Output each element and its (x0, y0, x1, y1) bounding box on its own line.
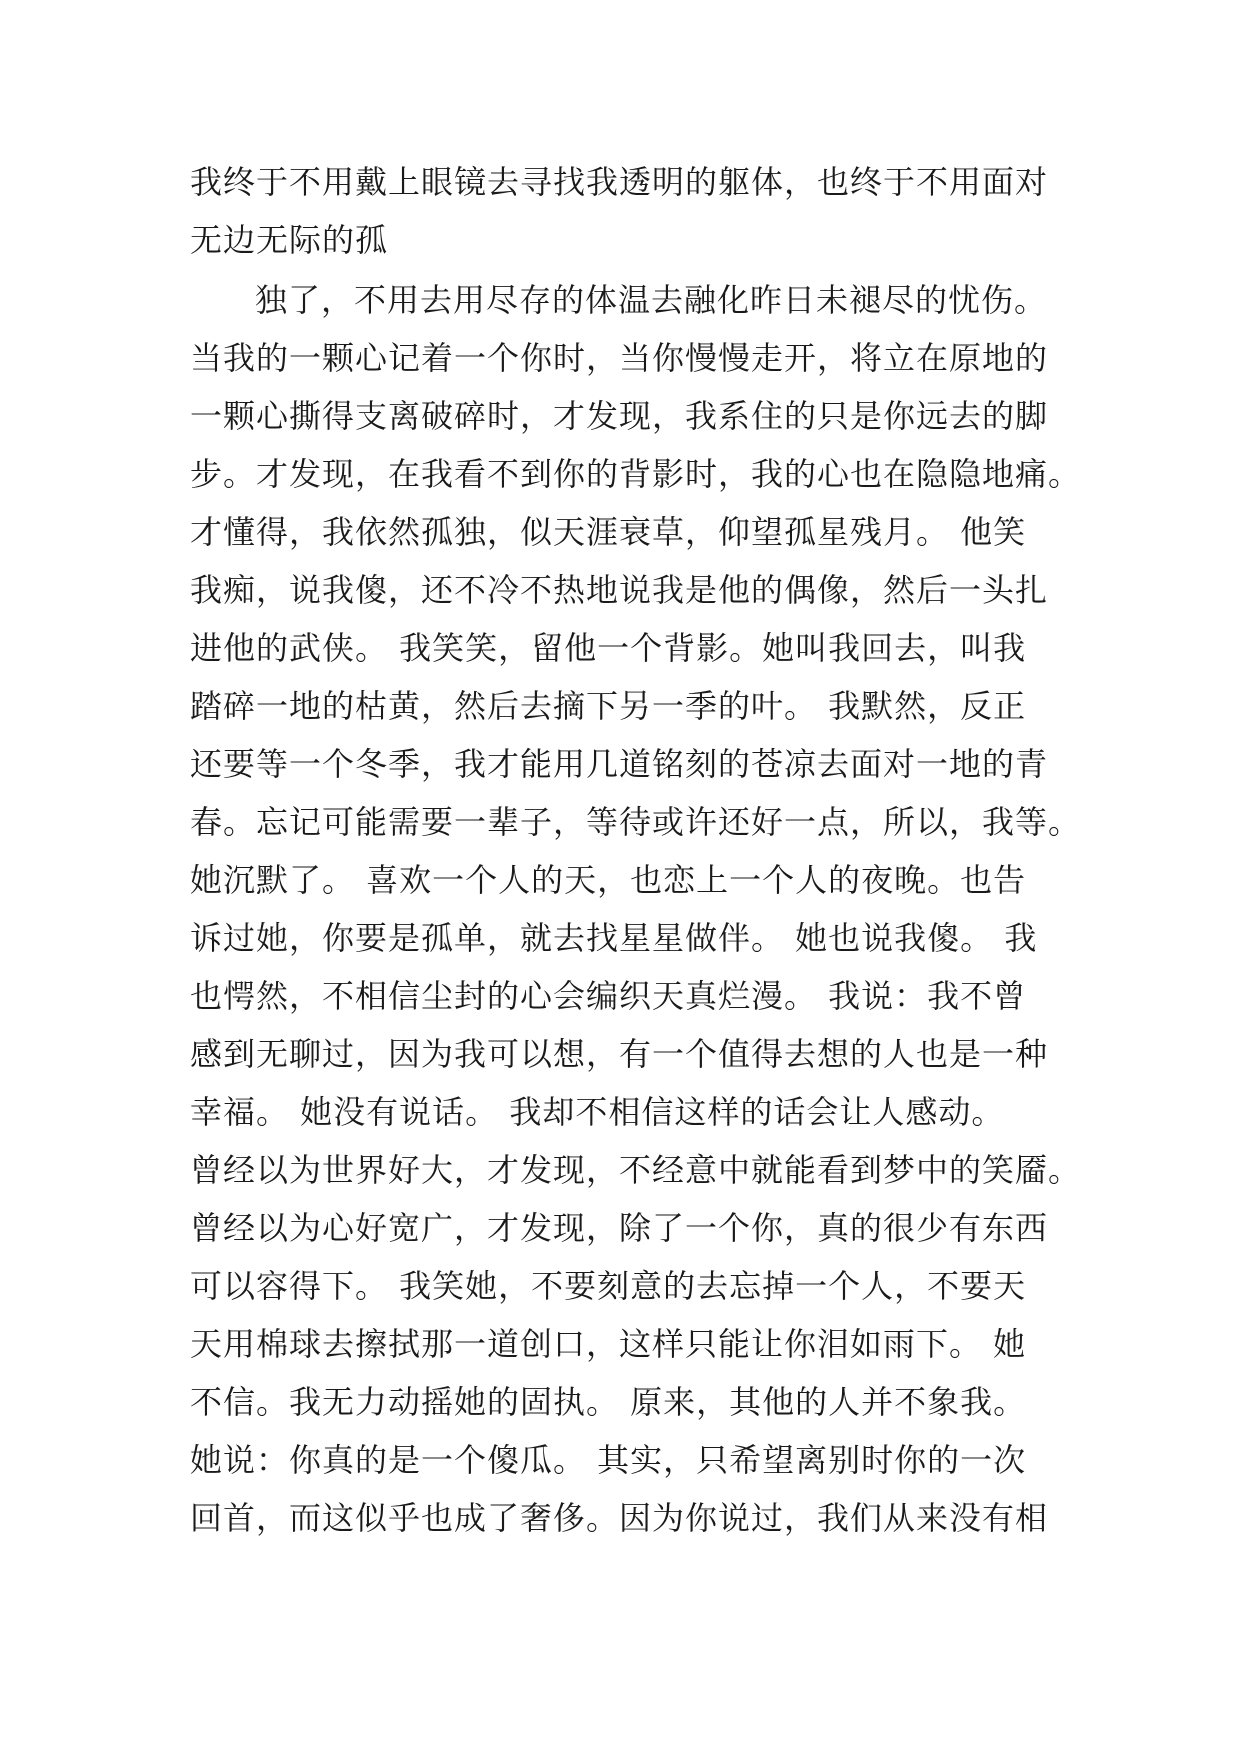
text-line: 才懂得，我依然孤独，似天涯衰草，仰望孤星残月。 他笑 (190, 513, 1027, 551)
text-line: 回首，而这似乎也成了奢侈。因为你说过，我们从来没有相 (190, 1499, 1049, 1537)
text-line: 独了，不用去用尽存的体温去融化昨日未褪尽的忧伤。 (255, 281, 1048, 319)
text-line: 当我的一颗心记着一个你时，当你慢慢走开，将立在原地的 (190, 339, 1049, 377)
text-line: 曾经以为世界好大，才发现，不经意中就能看到梦中的笑靥。 (190, 1151, 1082, 1189)
text-line: 还要等一个冬季，我才能用几道铭刻的苍凉去面对一地的青 (190, 745, 1049, 783)
text-line: 也愕然，不相信尘封的心会编织天真烂漫。 我说：我不曾 (190, 977, 1027, 1015)
text-line: 我痴，说我傻，还不冷不热地说我是他的偶像，然后一头扎 (190, 571, 1049, 609)
text-line: 诉过她，你要是孤单，就去找星星做伴。 她也说我傻。 我 (190, 919, 1038, 957)
text-line: 步。才发现，在我看不到你的背影时，我的心也在隐隐地痛。 (190, 455, 1082, 493)
text-line: 无边无际的孤 (190, 221, 389, 259)
text-line: 一颗心撕得支离破碎时，才发现，我系住的只是你远去的脚 (190, 397, 1049, 435)
text-line: 不信。我无力动摇她的固执。 原来，其他的人并不象我。 (190, 1383, 1027, 1421)
text-line: 进他的武侠。 我笑笑，留他一个背影。她叫我回去，叫我 (190, 629, 1027, 667)
text-line: 感到无聊过，因为我可以想，有一个值得去想的人也是一种 (190, 1035, 1049, 1073)
text-line: 曾经以为心好宽广，才发现，除了一个你，真的很少有东西 (190, 1209, 1049, 1247)
text-line: 踏碎一地的枯黄，然后去摘下另一季的叶。 我默然，反正 (190, 687, 1027, 725)
text-line: 天用棉球去擦拭那一道创口，这样只能让你泪如雨下。 她 (190, 1325, 1027, 1363)
text-line: 她沉默了。 喜欢一个人的天，也恋上一个人的夜晚。也告 (190, 861, 1027, 899)
text-line: 我终于不用戴上眼镜去寻找我透明的躯体，也终于不用面对 (190, 163, 1049, 201)
text-line: 可以容得下。 我笑她，不要刻意的去忘掉一个人，不要天 (190, 1267, 1027, 1305)
text-line: 春。忘记可能需要一辈子，等待或许还好一点，所以，我等。 (190, 803, 1082, 841)
text-line: 幸福。 她没有说话。 我却不相信这样的话会让人感动。 (190, 1093, 1005, 1131)
text-line: 她说：你真的是一个傻瓜。 其实，只希望离别时你的一次 (190, 1441, 1027, 1479)
